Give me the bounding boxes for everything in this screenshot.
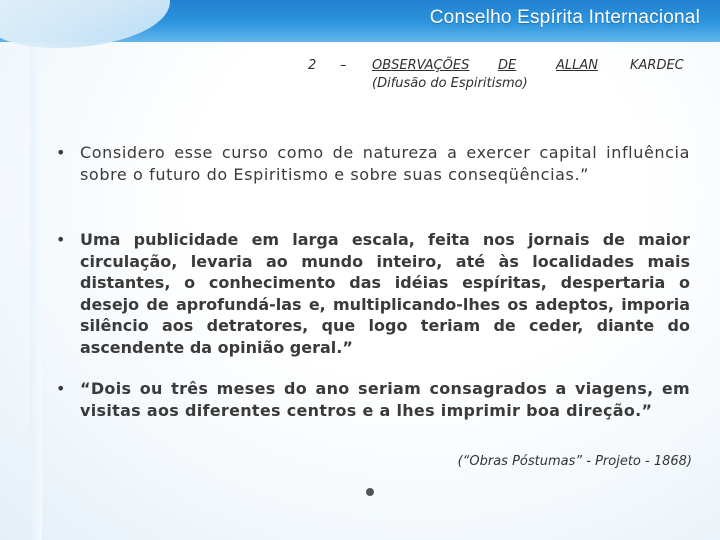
bullet-dot-decoration [366, 488, 374, 496]
heading-word-2: DE [498, 58, 517, 73]
section-heading [308, 58, 698, 98]
decorative-stripe [30, 0, 42, 540]
bullet-2: • [56, 230, 66, 249]
paragraph-2 [56, 229, 690, 358]
paragraph-3 [56, 378, 690, 421]
source-citation: (“Obras Póstumas” - Projeto - 1868) [457, 454, 692, 469]
section-number: 2 [308, 58, 317, 73]
heading-word-1: OBSERVAÇÕES [372, 58, 470, 73]
paragraph-1-text: Considero esse curso como de natureza a exercer capital influência sobre o futuro do Espiritismo e sobre suas conseqüências.” [80, 143, 690, 184]
bullet-1: • [56, 143, 67, 162]
paragraph-3-text: “Dois ou três meses do ano seriam consagrados a viagens, em visitas aos diferentes centros e a lhes imprimir boa direção.” [80, 379, 690, 420]
paragraph-1 [56, 142, 690, 185]
heading-word-4: KARDEC [630, 58, 684, 73]
section-dash: – [340, 58, 347, 73]
paragraph-2-text: Uma publicidade em larga escala, feita nos jornais de maior circulação, levaria ao mundo inteiro, até às localidades mais distantes, o conhecimento das idéias espíritas, despertaria o desejo de aprofundá-las e, multiplicando-lhes os adeptos, imporia silêncio aos detratores, que logo teriam de ceder, diante do ascendente da opinião geral.” [80, 230, 690, 357]
heading-word-3: ALLAN [556, 58, 598, 73]
section-subtitle: (Difusão do Espiritismo) [372, 76, 528, 91]
bullet-3: • [56, 379, 66, 398]
organization-title: Conselho Espírita Internacional [429, 7, 700, 28]
